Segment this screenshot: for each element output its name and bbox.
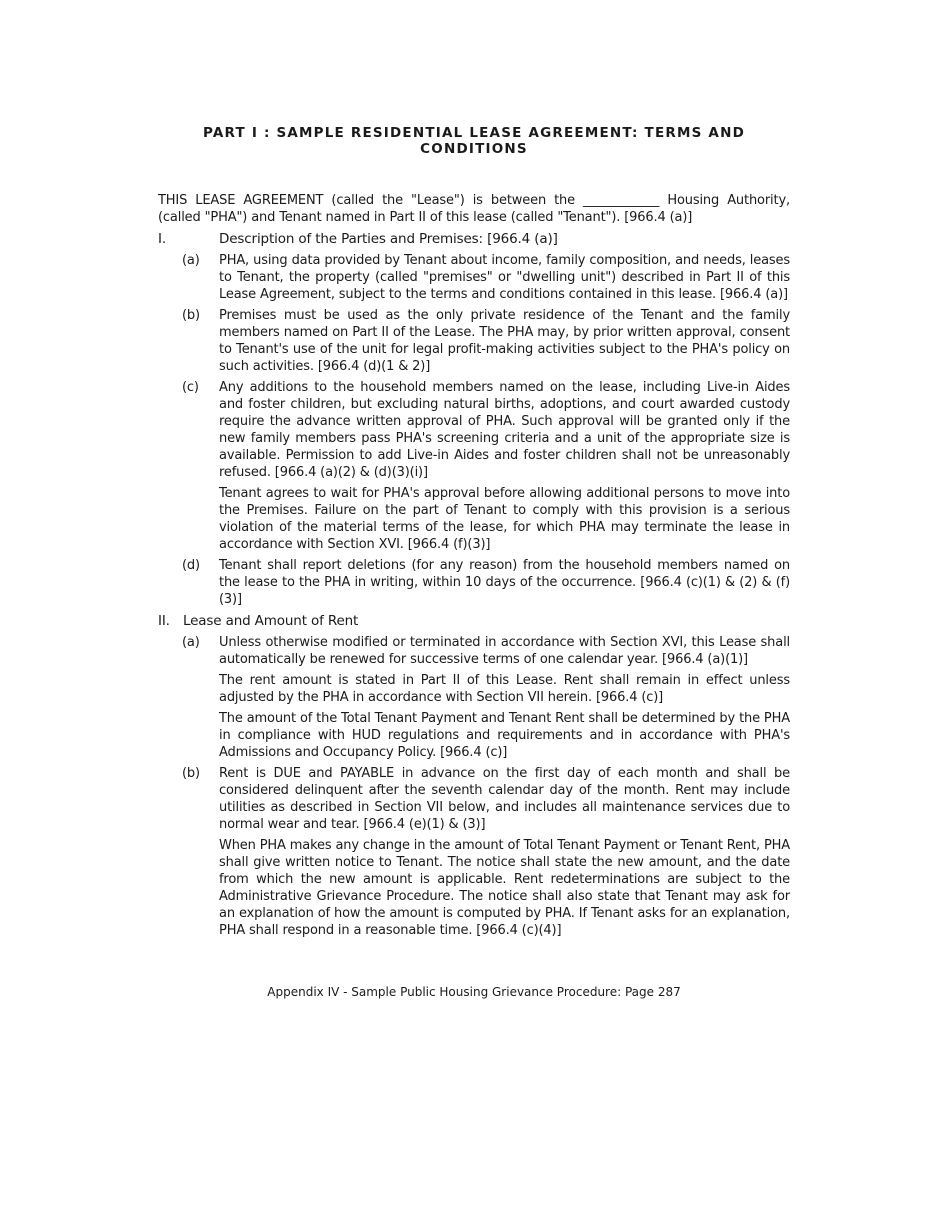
- list-item: [158, 379, 790, 553]
- list-item: [158, 252, 790, 303]
- list-item: [158, 557, 790, 608]
- section-number: I.: [158, 231, 166, 247]
- item-label: (b): [182, 308, 200, 323]
- section-heading: [158, 612, 790, 630]
- section-number: II.: [158, 613, 170, 629]
- list-item: [158, 307, 790, 375]
- section-title: Description of the Parties and Premises: [966.4 (a)]: [219, 231, 558, 247]
- item-paragraph: Unless otherwise modified or terminated in accordance with Section XVI, this Lease shall automatically be renewed for successive terms of one calendar year. [966.4 (a)(1)]: [219, 635, 790, 667]
- item-paragraph: PHA, using data provided by Tenant about income, family composition, and needs, leases to Tenant, the property (called "premises" or "dwelling unit") described in Part II of this Lease Agreement, subject to the terms and conditions contained in this lease. [966.4 (a)]: [219, 253, 790, 302]
- document-body: [158, 192, 790, 943]
- list-item: [158, 765, 790, 939]
- item-paragraph: Rent is DUE and PAYABLE in advance on the first day of each month and shall be considered delinquent after the seventh calendar day of the month. Rent may include utilities as described in Section VII below, and includes all maintenance services due to normal wear and tear. [966.4 (e)(1) & (3)]: [219, 766, 790, 832]
- intro-paragraph: THIS LEASE AGREEMENT (called the "Lease") is between the ____________ Housing Authority, (called "PHA") and Tenant named in Part II of this lease (called "Tenant"). [966.4 (a)]: [158, 193, 790, 225]
- item-paragraph: Any additions to the household members named on the lease, including Live-in Aides and foster children, but excluding natural births, adoptions, and court awarded custody require the advance written approval of PHA. Such approval will be granted only if the new family members pass PHA's screening criteria and a unit of the appropriate size is available. Permission to add Live-in Aides and foster children shall not be unreasonably refused. [966.4 (a)(2) & (d)(3)(i)]: [219, 380, 790, 480]
- item-paragraph: Premises must be used as the only private residence of the Tenant and the family members named on Part II of the Lease. The PHA may, by prior written approval, consent to Tenant's use of the unit for legal profit-making activities subject to the PHA's policy on such activities. [966.4 (d)(1 & 2)]: [219, 308, 790, 374]
- item-label: (a): [182, 635, 200, 650]
- item-label: (c): [182, 380, 199, 395]
- item-label: (d): [182, 558, 200, 573]
- page-footer: Appendix IV - Sample Public Housing Grievance Procedure: Page 287: [267, 985, 681, 999]
- document-title: PART I : SAMPLE RESIDENTIAL LEASE AGREEMENT: TERMS AND CONDITIONS: [203, 125, 745, 157]
- item-label: (b): [182, 766, 200, 781]
- item-paragraph: The rent amount is stated in Part II of this Lease. Rent shall remain in effect unless adjusted by the PHA in accordance with Section VII herein. [966.4 (c)]: [219, 673, 790, 705]
- section-heading: [158, 230, 790, 248]
- item-paragraph: Tenant shall report deletions (for any reason) from the household members named on the lease to the PHA in writing, within 10 days of the occurrence. [966.4 (c)(1) & (2) & (f)(3)]: [219, 558, 790, 607]
- section-title: Lease and Amount of Rent: [183, 613, 359, 629]
- item-label: (a): [182, 253, 200, 268]
- item-paragraph: The amount of the Total Tenant Payment and Tenant Rent shall be determined by the PHA in compliance with HUD regulations and requirements and in accordance with PHA's Admissions and Occupancy Policy. [966.4 (c)]: [219, 711, 790, 760]
- list-item: [158, 634, 790, 761]
- item-paragraph: When PHA makes any change in the amount of Total Tenant Payment or Tenant Rent, PHA shall give written notice to Tenant. The notice shall state the new amount, and the date from which the new amount is applicable. Rent redeterminations are subject to the Administrative Grievance Procedure. The notice shall also state that Tenant may ask for an explanation of how the amount is computed by PHA. If Tenant asks for an explanation, PHA shall respond in a reasonable time. [966.4 (c)(4)]: [219, 838, 790, 938]
- item-paragraph: Tenant agrees to wait for PHA's approval before allowing additional persons to move into the Premises. Failure on the part of Tenant to comply with this provision is a serious violation of the material terms of the lease, for which PHA may terminate the lease in accordance with Section XVI. [966.4 (f)(3)]: [219, 486, 790, 552]
